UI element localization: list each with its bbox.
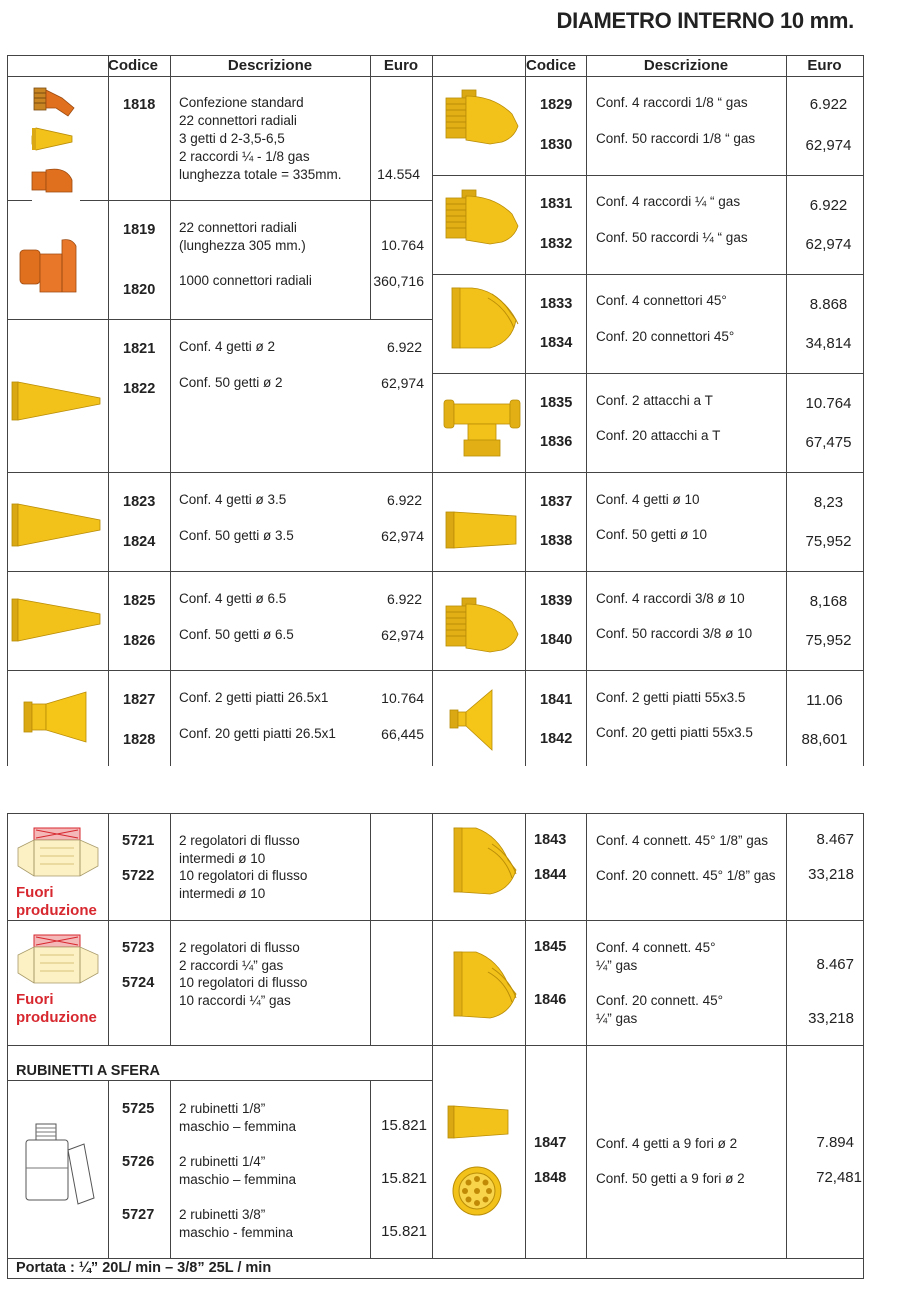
product-code: 1832 [540,236,573,252]
product-price: 360,716 [373,273,424,289]
product-description: Conf. 50 raccordi ¼ “ gas [596,230,748,245]
standard-kit-icon [28,84,84,202]
row-divider [7,920,864,921]
product-price: 15.821 [381,1223,427,1240]
product-description: 2 rubinetti 3/8” maschio - femmina [179,1207,294,1240]
product-code: 1829 [540,97,573,113]
column-divider [170,1080,171,1258]
product-price: 11.06 [806,692,843,709]
product-price: 8.868 [809,296,848,313]
product-code: 1847 [534,1135,567,1151]
flow-regulator-icon [16,826,100,882]
column-divider [370,1080,371,1258]
straight-nozzle-icon [448,1104,510,1140]
product-code: 5722 [122,868,155,884]
row-divider [432,670,864,671]
product-description: Conf. 4 getti ø 10 [596,492,700,507]
product-price: 7.894 [816,1134,854,1151]
product-code: 1842 [540,731,573,747]
product-price: 8,23 [813,494,844,511]
row-divider [432,571,864,572]
product-price: 75,952 [805,632,852,649]
product-code: 1840 [540,632,573,648]
product-description: 2 regolatori di flusso 2 raccordi ¼” gas [179,940,300,973]
product-description: 2 rubinetti 1/8” maschio – femmina [179,1101,297,1134]
row-divider [432,274,864,275]
header-desc: Descrizione [227,57,313,74]
column-divider [432,55,433,766]
product-code: 5724 [122,975,155,991]
product-price: 62,974 [381,375,424,391]
product-description: 2 regolatori di flusso intermedi ø 10 [179,833,300,866]
product-code: 1821 [123,341,156,357]
column-divider [108,1080,109,1258]
product-code: 5723 [122,940,155,956]
fan-nozzle-icon [450,688,496,752]
row-divider [7,1080,432,1081]
ball-valve-icon [22,1122,96,1206]
product-price: 75,952 [805,533,852,550]
product-description: Conf. 20 getti piatti 26.5x1 [179,726,336,741]
threaded-elbow-icon [440,188,520,252]
product-code: 1834 [540,335,573,351]
product-code: 5726 [122,1154,155,1170]
product-description: Conf. 50 getti a 9 fori ø 2 [596,1171,745,1186]
product-description: Conf. 50 raccordi 3/8 ø 10 [596,626,753,641]
column-divider [432,813,433,1258]
product-price: 6.922 [386,339,422,355]
product-price: 62,974 [381,627,424,643]
product-code: 5725 [122,1101,155,1117]
product-code: 1846 [534,992,567,1008]
column-divider [525,55,526,766]
product-code: 1845 [534,939,567,955]
product-price: 66,445 [381,726,424,742]
product-description: Conf. 4 connettori 45° [596,293,727,308]
product-code: 5727 [122,1207,155,1223]
row-divider [7,319,432,320]
column-divider [370,55,371,320]
page-title: DIAMETRO INTERNO 10 mm. [556,8,854,33]
product-price: 6.922 [809,197,848,214]
header-euro: Euro [807,57,842,74]
nine-hole-nozzle-icon [452,1166,502,1216]
product-code: 1844 [534,867,567,883]
threaded-elbow-icon [440,596,520,660]
product-code: 1839 [540,593,573,609]
row-divider [7,670,432,671]
product-price: 10.764 [805,395,852,412]
column-divider [370,813,371,1045]
product-description: Conf. 4 connett. 45° 1/8” gas [596,833,769,848]
product-code: 1827 [123,692,156,708]
product-description: Conf. 4 raccordi 3/8 ø 10 [596,591,745,606]
product-price: 33,218 [808,1010,854,1027]
table-border [7,813,864,814]
column-divider [108,55,109,766]
table-border [7,55,864,56]
row-divider [7,472,432,473]
section-heading: RUBINETTI A SFERA [16,1063,160,1079]
flow-rate-footer: Portata : ¼” 20L/ min – 3/8” 25L / min [16,1260,272,1276]
nozzle-icon [12,597,102,643]
product-description: Conf. 20 connett. 45° 1/8” gas [596,868,776,883]
product-description: Conf. 20 attacchi a T [596,428,721,443]
product-code: 1838 [540,533,573,549]
table-border [7,813,8,1278]
product-price: 6.922 [809,96,848,113]
product-price: 72,481 [816,1169,862,1186]
out-of-production-note: Fuori produzione [16,991,97,1026]
product-price: 14.554 [377,166,420,182]
product-description: 22 connettori radiali (lunghezza 305 mm.) [179,220,306,253]
product-code: 1848 [534,1170,567,1186]
table-border [7,55,8,766]
product-description: Conf. 2 attacchi a T [596,393,713,408]
row-divider [432,373,864,374]
product-description: Conf. 50 getti ø 3.5 [179,528,294,543]
flat-nozzle-icon [24,690,88,744]
column-divider [586,813,587,1258]
product-price: 8.467 [816,956,854,973]
row-divider [7,1045,864,1046]
product-description: Conf. 4 raccordi ¼ “ gas [596,194,741,209]
product-code: 1826 [123,633,156,649]
product-code: 1828 [123,732,156,748]
product-description: Conf. 20 getti piatti 55x3.5 [596,725,753,740]
column-divider [108,813,109,1045]
product-code: 1831 [540,196,573,212]
connector-45-icon [452,826,518,896]
radial-connector-icon [20,236,86,296]
column-divider [786,813,787,1258]
product-description: Conf. 20 connett. 45° ¼” gas [596,993,723,1026]
product-code: 1833 [540,296,573,312]
product-price: 88,601 [801,731,848,748]
product-description: Conf. 50 getti ø 2 [179,375,283,390]
table-border [863,813,864,1278]
column-divider [586,55,587,766]
product-description: Conf. 50 getti ø 6.5 [179,627,294,642]
product-description: 10 regolatori di flusso intermedi ø 10 [179,868,308,901]
product-code: 1819 [123,222,156,238]
column-divider [170,55,171,766]
row-divider [80,200,432,201]
product-price: 10.764 [381,237,424,253]
product-description: Conf. 4 getti ø 2 [179,339,276,354]
header-code: Codice [108,57,159,74]
product-description: Conf. 4 getti ø 3.5 [179,492,287,507]
column-divider [170,813,171,1045]
header-code: Codice [525,57,576,74]
header-divider [7,76,864,77]
product-description: Confezione standard 22 connettori radiali 3 getti d 2-3,5-6,5 2 raccordi ¼ - 1/8 gas lunghezza totale = 335mm. [179,95,342,182]
product-code: 5721 [122,833,155,849]
product-price: 15.821 [381,1117,427,1134]
nozzle-icon [12,502,102,548]
product-code: 1825 [123,593,156,609]
product-code: 1843 [534,832,567,848]
product-price: 15.821 [381,1170,427,1187]
product-code: 1835 [540,395,573,411]
product-price: 62,974 [805,236,852,253]
row-divider [432,175,864,176]
row-divider [432,472,864,473]
header-desc: Descrizione [643,57,729,74]
product-description: Conf. 2 getti piatti 55x3.5 [596,690,746,705]
product-code: 1818 [123,97,156,113]
product-description: Conf. 50 getti ø 10 [596,527,708,542]
nozzle-icon [12,378,102,424]
header-euro: Euro [383,57,419,74]
product-price: 6.922 [386,591,422,607]
product-code: 1836 [540,434,573,450]
out-of-production-note: Fuori produzione [16,884,97,919]
product-price: 6.922 [386,492,422,508]
row-divider [7,1258,864,1259]
product-price: 67,475 [805,434,852,451]
threaded-elbow-icon [440,88,520,152]
connector-45-icon [452,950,518,1020]
product-description: Conf. 4 connett. 45° ¼” gas [596,940,716,973]
flow-regulator-icon [16,933,100,989]
product-description: 10 regolatori di flusso 10 raccordi ¼” gas [179,975,308,1008]
product-description: Conf. 20 connettori 45° [596,329,735,344]
product-price: 10.764 [381,690,424,706]
product-code: 1841 [540,692,573,708]
row-divider [7,571,432,572]
product-price: 8,168 [809,593,848,610]
product-code: 1830 [540,137,573,153]
product-code: 1824 [123,534,156,550]
product-description: 2 rubinetti 1/4” maschio – femmina [179,1154,297,1187]
straight-nozzle-icon [446,510,518,550]
column-divider [525,813,526,1258]
product-description: Conf. 4 getti a 9 fori ø 2 [596,1136,738,1151]
product-code: 1820 [123,282,156,298]
product-price: 8.467 [816,831,854,848]
product-code: 1823 [123,494,156,510]
product-description: 1000 connettori radiali [179,273,312,288]
product-code: 1837 [540,494,573,510]
product-description: Conf. 4 raccordi 1/8 “ gas [596,95,748,110]
product-code: 1822 [123,381,156,397]
product-price: 62,974 [805,137,852,154]
product-description: Conf. 50 raccordi 1/8 “ gas [596,131,756,146]
product-description: Conf. 4 getti ø 6.5 [179,591,287,606]
table-border [7,1278,864,1279]
product-price: 34,814 [805,335,852,352]
t-fitting-icon [444,396,520,458]
connector-45-icon [450,284,520,354]
product-price: 33,218 [808,866,854,883]
product-price: 62,974 [381,528,424,544]
product-description: Conf. 2 getti piatti 26.5x1 [179,690,329,705]
